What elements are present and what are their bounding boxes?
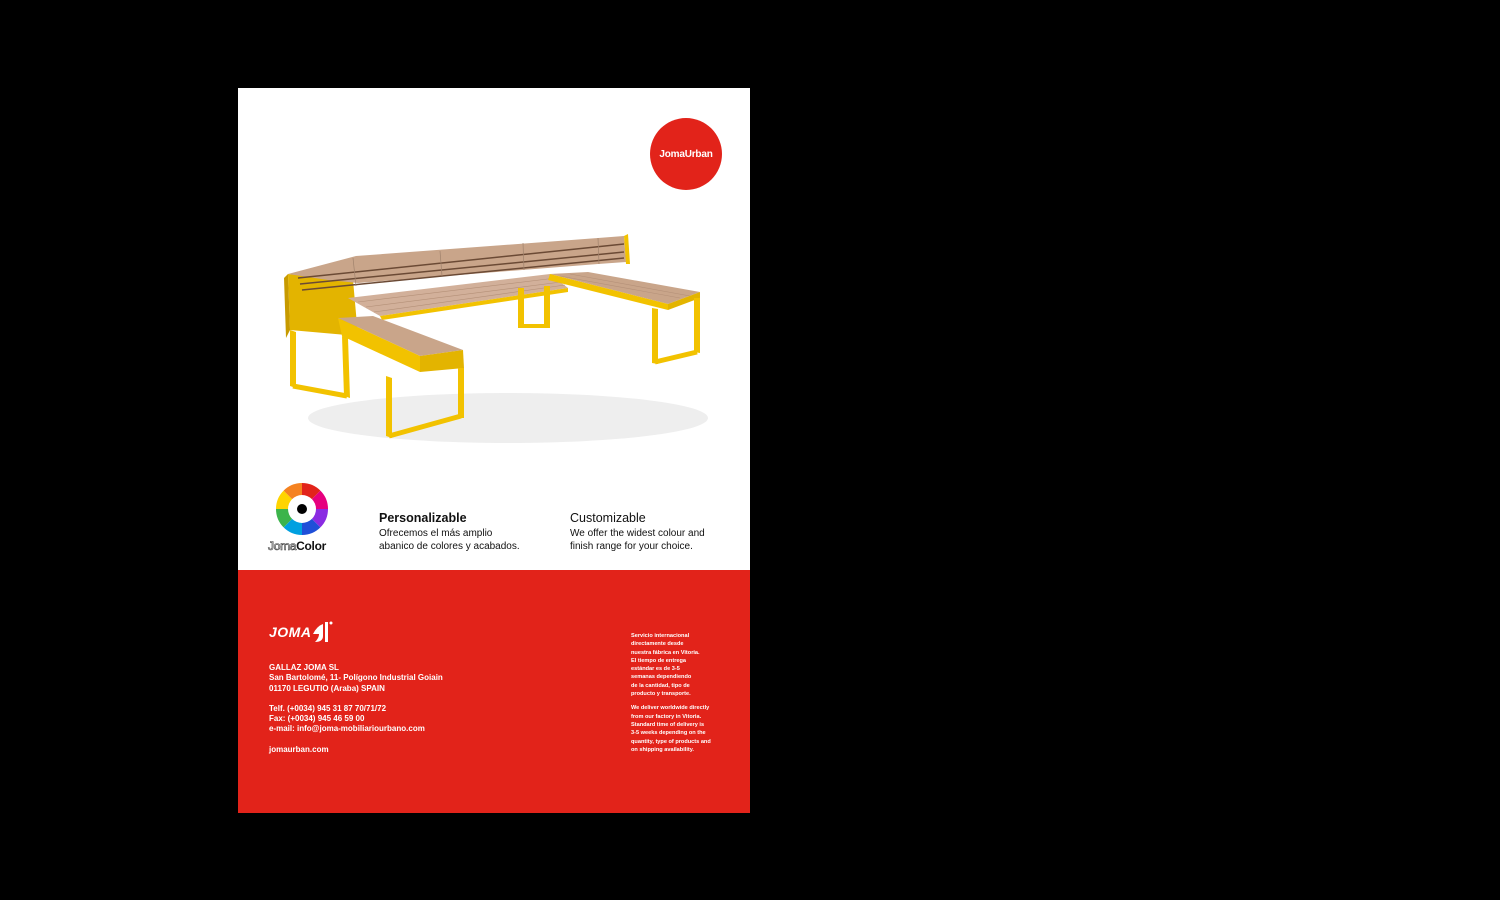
service-es-line: estándar es de 3-5: [631, 666, 680, 673]
delivery-info-block: [631, 632, 723, 754]
service-en-line: 3-5 weeks depending on the: [631, 730, 706, 737]
service-es-line: El tiempo de entrega: [631, 657, 687, 664]
english-line-1: We offer the widest colour and: [570, 528, 705, 539]
spanish-description: [379, 511, 520, 553]
website-link: jomaurban.com: [269, 744, 329, 754]
spanish-line-1: Ofrecemos el más amplio: [379, 528, 493, 539]
service-es-line: nuestra fábrica en Vitoria.: [631, 649, 700, 656]
service-es-line: semanas dependiendo: [631, 674, 692, 681]
phone-text: Telf. (+0034) 945 31 87 70/71/72: [269, 703, 387, 713]
english-description: [570, 511, 705, 553]
address-line-2: 01170 LEGUTIO (Araba) SPAIN: [269, 683, 385, 693]
jomaurban-badge-label: JomaUrban: [659, 148, 713, 160]
spanish-title: Personalizable: [379, 511, 467, 525]
color-wheel-icon: [274, 481, 330, 537]
joma-logo: [269, 620, 333, 644]
service-es-line: de la cantidad, tipo de: [631, 682, 690, 689]
service-es-line: directamente desde: [631, 641, 684, 648]
modular-bench-image: [268, 228, 738, 458]
jomacolor-suffix: Color: [296, 539, 326, 553]
english-line-2: finish range for your choice.: [570, 541, 693, 552]
brochure-page: [238, 88, 750, 813]
jomacolor-logo: [268, 539, 326, 553]
company-name: GALLAZ JOMA SL: [269, 663, 339, 672]
english-title: Customizable: [570, 511, 646, 525]
service-en-line: We deliver worldwide directly: [631, 705, 710, 712]
footer-panel: [238, 570, 750, 813]
joma-logo-text: JOMA: [269, 624, 312, 640]
service-es-line: Servicio internacional: [631, 633, 690, 639]
contact-address-block: [269, 663, 443, 755]
email-text: e-mail: info@joma-mobiliariourbano.com: [269, 724, 425, 734]
jomacolor-prefix: Joma: [268, 539, 297, 553]
joma-logo-mark-icon: [311, 620, 333, 644]
service-en-line: from our factory in Vitoria.: [631, 713, 702, 720]
spanish-line-2: abanico de colores y acabados.: [379, 541, 520, 552]
jomaurban-badge: [650, 118, 722, 190]
service-es-line: producto y transporte.: [631, 691, 691, 698]
address-line-1: San Bartolomé, 11- Polígono Industrial Goiain: [269, 673, 443, 683]
service-en-line: on shipping availability.: [631, 746, 694, 753]
fax-text: Fax: (+0034) 945 46 59 00: [269, 714, 365, 724]
service-en-line: quantity, type of products and: [631, 738, 711, 745]
service-en-line: Standard time of delivery is: [631, 721, 705, 728]
